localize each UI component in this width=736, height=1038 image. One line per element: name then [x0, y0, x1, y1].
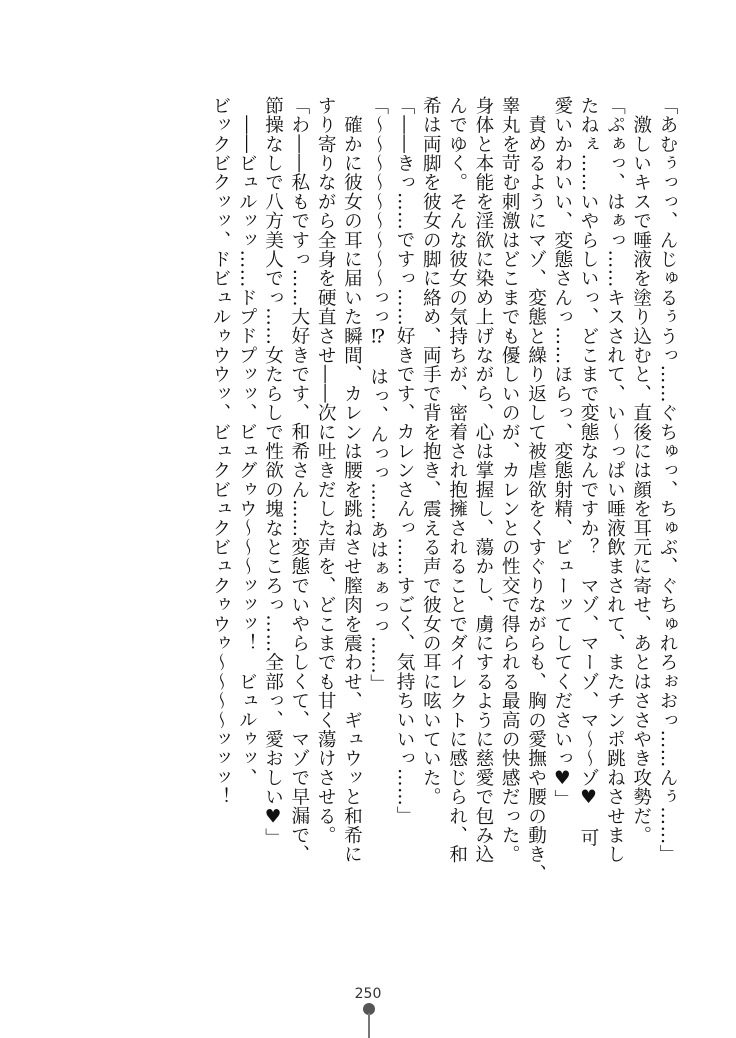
text-line: 「あむぅっっ、んじゅるぅうっ……ぐちゅっ、ちゅぶ、ぐちゅれろぉおっ……んぅ……」 [657, 96, 678, 864]
text-line: 睾丸を苛む刺激はどこまでも優しいのが、カレンとの性交で得られる最高の快感だった。 [499, 96, 521, 864]
page-number: 250 [354, 986, 382, 1002]
text-line: 確かに彼女の耳に届いた瞬間、カレンは腰を跳ねさせ膣肉を震わせ、ギュウッと和希に [341, 96, 363, 864]
text-line: 「ぷぁっ、はぁっ……キスされて、い～っぱい唾液飲まされて、またチンポ跳ねさせまし [604, 96, 626, 864]
text-line: 激しいキスで唾液を塗り込むと、直後には顔を耳元に寄せ、あとはささやき攻勢だ。 [630, 96, 652, 845]
text-line: ビックビクッッ、ドビュルゥウウッ、ビュクビュクビュクゥウゥ～～～～ッッッ！ [209, 96, 231, 807]
text-line: 「――きっ……ですっ……好きです、カレンさんっ……すごく、気持ちいいっ……」 [394, 96, 416, 826]
text-line: すり寄りながら全身を硬直させ――次に吐きだした声を、どこまでも甘く蕩けさせる。 [315, 96, 337, 845]
text-line: 責めるようにマゾ、変態と繰り返して被虐欲をくすぐりながらも、胸の愛撫や腰の動き、 [525, 96, 547, 884]
text-line: ――ビュルッッ……ドプドプッッ、ビュグゥウ～～～ッッッ！ ビュルゥッ、 [236, 96, 258, 788]
page-marker-pin-icon [363, 1003, 375, 1038]
text-line: んでゆく。そんな彼女の気持ちが、密着され抱擁されることでダイレクトに感じられ、和 [446, 96, 468, 864]
text-line: 希は両脚を彼女の脚に絡め、両手で背を抱き、震える声で彼女の耳に呟いていた。 [420, 96, 442, 807]
text-line: 節操なしで八方美人でっ……女たらしで性欲の塊なところっ……全部っ、愛おしい♥」 [262, 96, 284, 848]
text-line: 「わ――私もですっ……大好きです、和希さん……変態でいやらしくて、マゾで早漏で、 [288, 96, 310, 864]
pin-stem [368, 1013, 370, 1038]
text-line: 「～～～～～～～～～っっ⁉ はっ、んっっ……あはぁぁっっ……」 [367, 96, 389, 694]
text-line: たねぇ……いやらしいっ、どこまで変態なんですか？ マゾ、マーゾ、マ～～ゾ♥ 可 [578, 96, 600, 848]
text-line: 愛いかわいい、変態さんっ……ほらっ、変態射精、ビューッてしてくださいっ♥」 [551, 96, 573, 809]
text-line: 身体と本能を淫欲に染め上げながら、心は掌握し、蕩かし、虜にするように慈愛で包み込 [472, 96, 494, 864]
novel-text-block [40, 96, 680, 956]
